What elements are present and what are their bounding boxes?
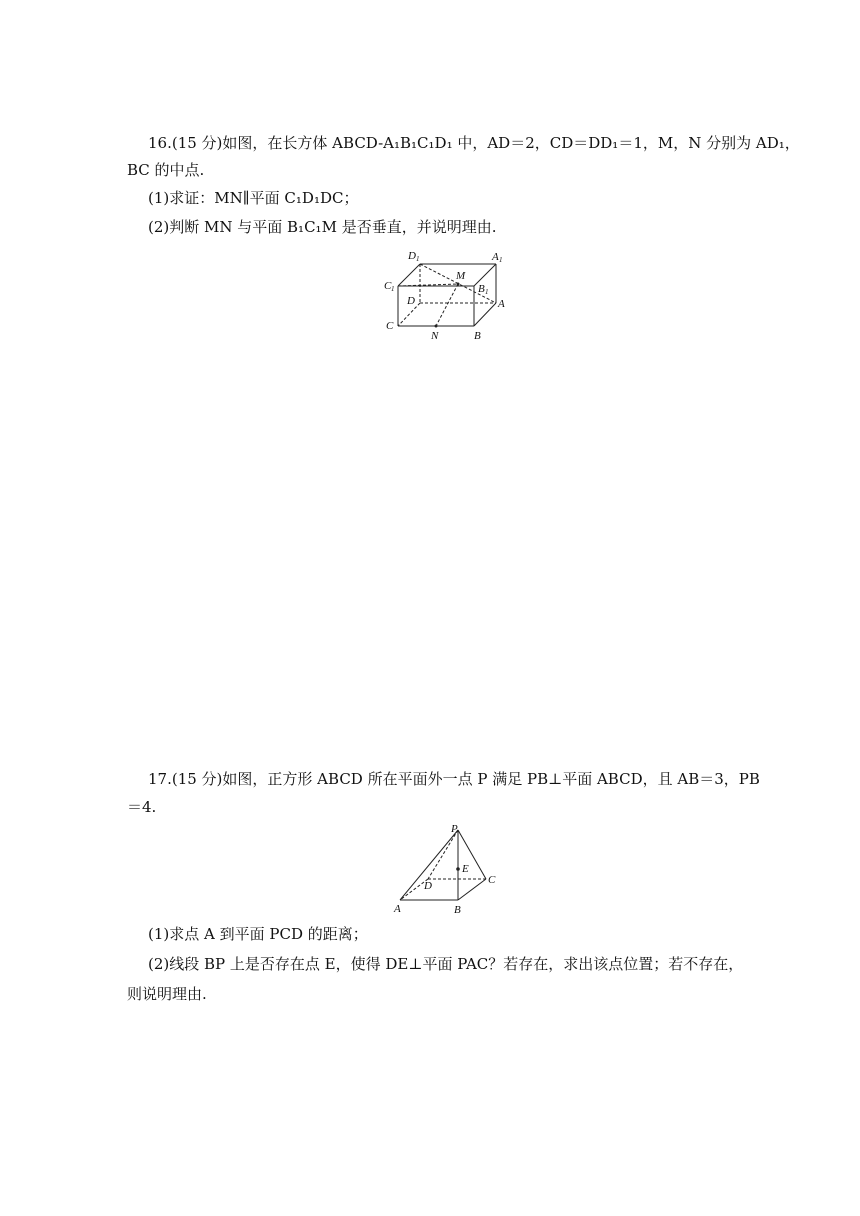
problem17-statement-line2: ＝4. [127,798,157,816]
problem16-part2: (2)判断 MN 与平面 B₁C₁M 是否垂直，并说明理由. [148,218,497,236]
label-C: C [488,874,496,886]
problem17-part2-line2: 则说明理由. [127,985,207,1003]
label-D1: D [408,250,416,262]
label-A1: A [492,251,499,263]
label-C: C [386,320,394,332]
pyramid-figure [388,822,508,918]
label-B: B [474,330,481,342]
label-P: P [451,823,458,835]
label-E: E [462,863,469,875]
label-A1-sub: 1 [499,256,503,264]
problem16-statement-line1: 16.(15 分)如图，在长方体 ABCD-A₁B₁C₁D₁ 中，AD＝2，CD＝DD₁＝1，M，N 分别为 AD₁， [148,134,800,152]
label-B1-sub: 1 [485,288,489,296]
label-D: D [407,295,415,307]
label-B: B [454,904,461,916]
label-N: N [431,330,439,342]
label-D: D [424,880,432,892]
label-M: M [456,270,466,282]
problem16-part1: (1)求证：MN∥平面 C₁D₁DC； [148,189,359,207]
problem17-part1: (1)求点 A 到平面 PCD 的距离； [148,925,368,943]
problem17-part2-line1: (2)线段 BP 上是否存在点 E，使得 DE⊥平面 PAC？若存在，求出该点位置；若不存在， [148,955,744,973]
problem16-statement-line2: BC 的中点. [127,161,205,179]
label-B1: B [478,283,485,295]
label-D1-sub: 1 [416,255,420,263]
cuboid-figure [378,244,518,344]
label-A: A [394,903,401,915]
label-C1: C [384,280,392,292]
label-C1-sub: 1 [391,285,395,293]
problem17-statement-line1: 17.(15 分)如图，正方形 ABCD 所在平面外一点 P 满足 PB⊥平面 ABCD，且 AB＝3，PB [148,770,760,788]
label-A: A [498,298,505,310]
